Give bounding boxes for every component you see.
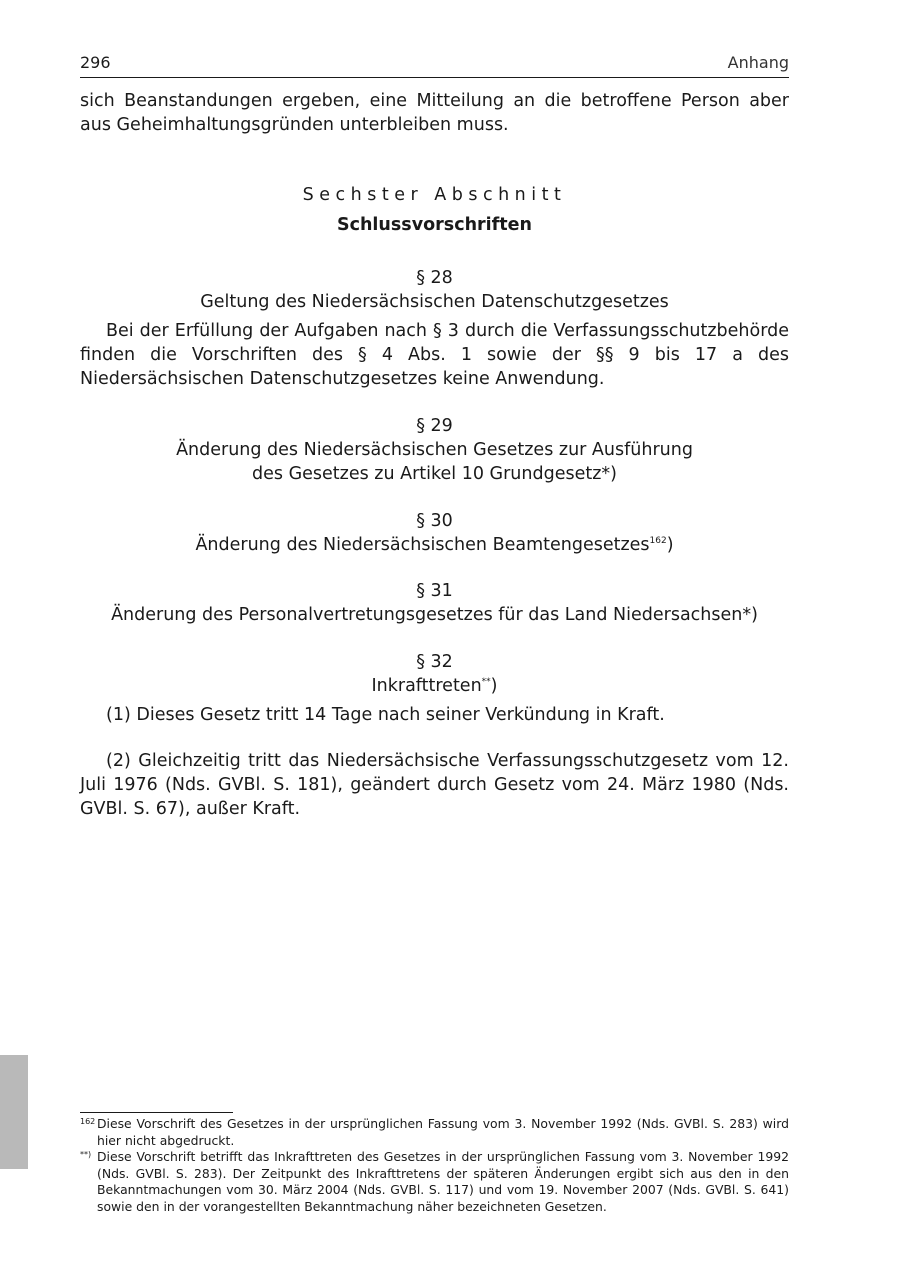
section-28-number: § 28 — [416, 268, 453, 288]
section-31-number: § 31 — [416, 581, 453, 601]
section-29-title-line1: Änderung des Niedersächsischen Gesetzes zur Ausführung — [176, 440, 693, 460]
footnote-text: Diese Vorschrift betrifft das Inkrafttreten des Gesetzes in der ursprünglichen Fassung vom 3. November 1992 (Nds. GVBl. S. 283). Der Zeitpunkt des Inkrafttretens der späteren Änderungen ergibt sich aus den in den Bekanntmachungen vom 30. März 2004 (Nds. GVBl. S. 117) und vom 19. November 2007 (Nds. GVBl. S. 641) sowie den in der vorangestellten Bekanntmachung näher bezeichneten Gesetzen. — [97, 1149, 789, 1214]
section-32-title — [80, 674, 789, 698]
section-31-title: Änderung des Personalvertretungsgesetzes für das Land Niedersachsen*) — [111, 605, 758, 625]
section-30-number: § 30 — [416, 511, 453, 531]
page-edge-tab — [0, 1055, 28, 1169]
footnote-ref-starstar: ** — [481, 677, 491, 688]
chapter-label: Sechster Abschnitt — [302, 185, 567, 205]
section-30-title-suffix: ) — [666, 535, 674, 555]
footnote-ref-162: 162 — [649, 536, 667, 547]
intro-paragraph: sich Beanstandungen ergeben, eine Mitteilung an die betroffene Person aber aus Geheimhaltungsgründen unterbleiben muss. — [80, 91, 789, 135]
footnotes — [80, 1116, 789, 1215]
section-32-number: § 32 — [416, 652, 453, 672]
section-29-title-line2: des Gesetzes zu Artikel 10 Grundgesetz*) — [252, 464, 617, 484]
section-32-title-suffix: ) — [490, 676, 498, 696]
footnote-mark: **) — [80, 1150, 92, 1159]
section-29-number: § 29 — [416, 416, 453, 436]
footnote-starstar — [80, 1149, 789, 1215]
section-name: Anhang — [727, 53, 789, 72]
footnote-mark: 162 — [80, 1117, 96, 1126]
section-32-para-1: (1) Dieses Gesetz tritt 14 Tage nach seiner Verkündung in Kraft. — [106, 705, 665, 725]
section-32-para-2: (2) Gleichzeitig tritt das Niedersächsische Verfassungsschutzgesetz vom 12. Juli 1976 (Nds. GVBl. S. 181), geändert durch Gesetz vom 24. März 1980 (Nds. GVBl. S. 67), außer Kraft. — [80, 751, 789, 819]
section-30-title-text: Änderung des Niedersächsischen Beamtengesetzes — [195, 535, 650, 555]
footnote-162 — [80, 1116, 789, 1149]
running-header — [80, 53, 789, 78]
document-page — [80, 0, 789, 1276]
chapter-title: Schlussvorschriften — [337, 215, 532, 235]
footnote-text: Diese Vorschrift des Gesetzes in der ursprünglichen Fassung vom 3. November 1992 (Nds. GVBl. S. 283) wird hier nicht abgedruckt. — [97, 1116, 789, 1148]
footnote-divider — [80, 1112, 233, 1113]
section-28-text: Bei der Erfüllung der Aufgaben nach § 3 durch die Verfassungsschutzbehörde finden die Vorschriften des § 4 Abs. 1 sowie der §§ 9 bis 17 a des Niedersächsischen Datenschutzgesetzes keine Anwendung. — [80, 321, 789, 389]
section-28-title: Geltung des Niedersächsischen Datenschutzgesetzes — [200, 292, 669, 312]
section-32-title-text: Inkrafttreten — [371, 676, 482, 696]
page-number: 296 — [80, 53, 111, 72]
section-30-title — [80, 533, 789, 557]
